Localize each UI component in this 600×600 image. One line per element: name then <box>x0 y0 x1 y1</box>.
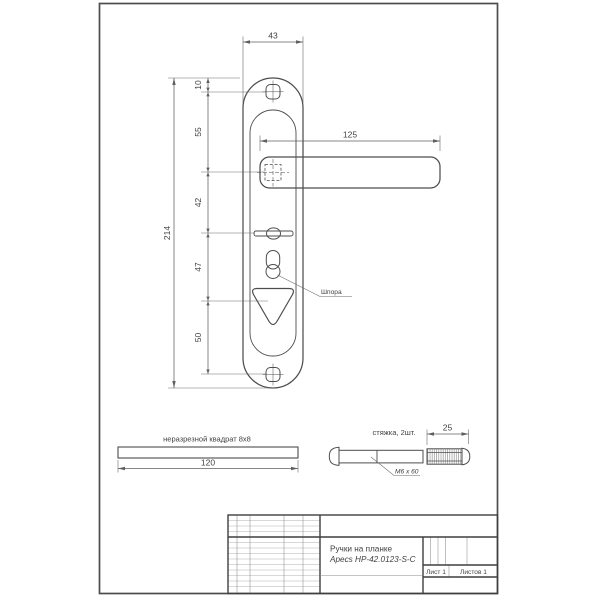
spindle-square-hole <box>257 159 289 187</box>
svg-text:214: 214 <box>162 225 172 241</box>
svg-text:42: 42 <box>193 197 203 208</box>
dim-chain <box>193 78 268 374</box>
svg-text:55: 55 <box>193 127 203 137</box>
square-rod-caption: неразрезной квадрат 8х8 <box>163 434 251 444</box>
square-rod-view <box>118 435 298 473</box>
turn-slot <box>254 228 293 239</box>
sleeve-view <box>427 423 470 465</box>
dim-sleeve-length <box>427 423 469 446</box>
sheets-total: Листов 1 <box>460 569 487 576</box>
bottom-screw-hole <box>263 364 284 386</box>
main-view <box>243 78 440 388</box>
thumb-knob-triangle <box>253 289 294 325</box>
svg-text:10: 10 <box>193 80 203 90</box>
product-model: Apecs HP-42.0123-S-C <box>330 555 416 564</box>
title-block <box>228 515 498 594</box>
bolt-shaft <box>339 450 423 463</box>
plate-inner-contour <box>250 110 296 356</box>
svg-text:125: 125 <box>342 129 358 140</box>
svg-text:47: 47 <box>193 262 203 272</box>
sheet-number: Лист 1 <box>426 569 446 576</box>
sleeve-thread-hatch <box>428 449 462 463</box>
dim-handle-length <box>260 130 440 152</box>
bolt-head <box>329 447 339 465</box>
top-screw-hole <box>263 81 284 103</box>
callout-spur <box>278 275 353 297</box>
keyhole <box>266 251 280 279</box>
product-name: Ручки на планке <box>330 544 393 554</box>
svg-text:50: 50 <box>193 332 203 343</box>
spur-label: Шпора <box>321 289 342 296</box>
square-rod <box>118 447 298 458</box>
thread-spec-label: М6 х 60 <box>395 468 419 476</box>
svg-text:120: 120 <box>200 457 216 468</box>
sleeve-dome-cap <box>462 448 470 465</box>
title-block-grid <box>228 515 320 594</box>
svg-text:43: 43 <box>268 30 278 41</box>
dimensions <box>162 31 440 389</box>
callout-thread-spec <box>371 457 420 476</box>
dim-rod-length <box>118 458 298 473</box>
svg-text:25: 25 <box>442 422 453 433</box>
tie-bolt-view <box>329 428 423 476</box>
tie-bolt-caption: стяжка, 2шт. <box>372 428 416 437</box>
